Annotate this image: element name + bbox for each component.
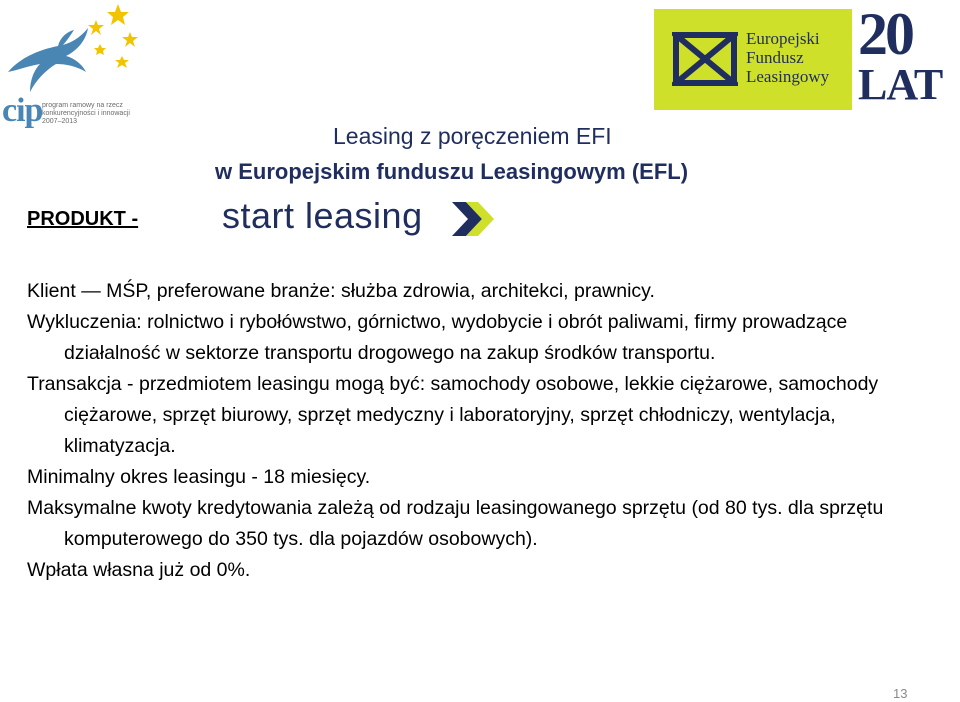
produkt-label: PRODUKT - — [27, 208, 139, 230]
title-line-2: w Europejskim funduszu Leasingowym (EFL) — [215, 159, 689, 184]
start-leasing-logo — [222, 196, 502, 242]
chevron-right-icon — [452, 202, 494, 236]
efl-name-line: Fundusz — [746, 48, 804, 67]
efl-20-years: 20 — [858, 1, 912, 67]
cip-caption-line: konkurencyjności i innowacji — [42, 110, 130, 117]
efl-emblem-icon — [672, 31, 738, 87]
paragraph-max-amounts: Maksymalne kwoty kredytowania zależą od rodzaju leasingowanego sprzętu (od 80 tys. dla sprzętu komputerowego do 350 tys. dla pojazdów osobowych). — [27, 497, 884, 550]
page-number: 13 — [893, 686, 908, 701]
efl-logo — [654, 9, 852, 110]
paragraph-down-payment: Wpłata własna już od 0%. — [27, 559, 251, 581]
cip-caption-line: 2007–2013 — [42, 118, 78, 125]
title-line-1: Leasing z poręczeniem EFI — [333, 123, 612, 149]
cip-caption-line: program ramowy na rzecz — [42, 102, 123, 109]
paragraph-client: Klient — MŚP, preferowane branże: służba zdrowia, architekci, prawnicy. — [27, 280, 655, 302]
start-leasing-wordmark: start leasing — [222, 195, 423, 236]
paragraph-exclusions: Wykluczenia: rolnictwo i rybołówstwo, górnictwo, wydobycie i obrót paliwami, firmy prowadzące działalność w sektorze transportu drogowego na zakup środków transportu. — [27, 311, 848, 364]
efl-name — [746, 29, 829, 86]
efl-lat: LAT — [858, 60, 943, 109]
cip-logo — [0, 0, 150, 140]
efl-name-line: Leasingowy — [746, 67, 830, 86]
paragraph-transaction: Transakcja - przedmiotem leasingu mogą być: samochody osobowe, lekkie ciężarowe, samochody ciężarowe, sprzęt biurowy, sprzęt medyczny i laboratoryjny, sprzęt chłodniczy, wentylacja, klimatyzacja. — [27, 373, 879, 457]
efl-name-line: Europejski — [746, 29, 820, 48]
cip-wordmark: cip — [2, 92, 43, 129]
slide-body — [27, 276, 947, 586]
cip-caption — [42, 102, 142, 126]
paragraph-min-period: Minimalny okres leasingu - 18 miesięcy. — [27, 466, 371, 488]
gazelle-stars-icon — [0, 0, 150, 100]
